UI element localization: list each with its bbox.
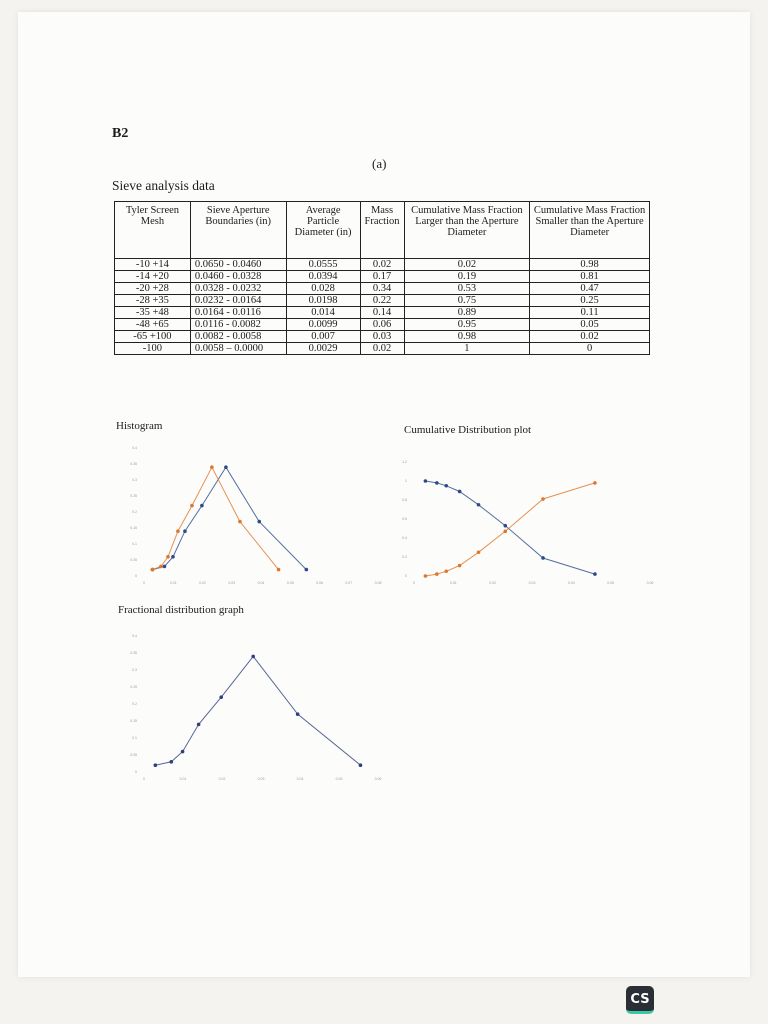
table-cell: 0 xyxy=(530,343,650,355)
x-tick-label: 0 xyxy=(143,777,145,781)
table-cell: 0.19 xyxy=(404,271,530,283)
table-cell: 0.02 xyxy=(530,331,650,343)
table-cell: 0.89 xyxy=(404,307,530,319)
table-cell: -14 +20 xyxy=(115,271,191,283)
x-tick-label: 0.03 xyxy=(528,581,536,585)
x-tick-label: 0.03 xyxy=(257,777,265,781)
data-point xyxy=(458,490,462,494)
table-row xyxy=(115,271,650,283)
table-cell: 0.11 xyxy=(530,307,650,319)
table-cell: 0.028 xyxy=(286,283,360,295)
table-row xyxy=(115,283,650,295)
table-title: Sieve analysis data xyxy=(112,178,215,193)
data-point xyxy=(458,564,462,568)
table-cell: 0.0650 - 0.0460 xyxy=(190,259,286,271)
x-tick-label: 0 xyxy=(413,581,415,585)
histogram-title: Histogram xyxy=(116,420,163,432)
table-cell: 0.02 xyxy=(360,259,404,271)
data-point xyxy=(593,481,597,485)
data-point xyxy=(477,550,481,554)
table-cell: 0.02 xyxy=(360,343,404,355)
y-tick-label: 0.05 xyxy=(130,753,137,758)
series-line-1 xyxy=(155,656,360,765)
fractional-plot-title: Fractional distribution graph xyxy=(118,604,244,616)
y-tick-label: 0.6 xyxy=(402,517,407,522)
cumulative-distribution-chart xyxy=(400,448,670,594)
table-cell: 0.25 xyxy=(530,295,650,307)
series-line-2 xyxy=(153,467,279,569)
table-cell: 0.75 xyxy=(404,295,530,307)
table-cell: -35 +48 xyxy=(115,307,191,319)
table-cell: 1 xyxy=(404,343,530,355)
table-cell: -28 +35 xyxy=(115,295,191,307)
table-cell: 0.0099 xyxy=(286,319,360,331)
header-tyler-mesh: Tyler Screen Mesh xyxy=(115,202,191,259)
y-tick-label: 1.2 xyxy=(402,460,407,465)
y-tick-label: 0.4 xyxy=(132,446,137,451)
y-tick-label: 0.35 xyxy=(130,462,137,467)
x-tick-label: 0.06 xyxy=(646,581,654,585)
y-tick-label: 0 xyxy=(405,574,407,579)
table-cell: 0.53 xyxy=(404,283,530,295)
table-cell: -10 +14 xyxy=(115,259,191,271)
data-point xyxy=(224,465,228,469)
y-tick-label: 0.25 xyxy=(130,494,137,499)
data-point xyxy=(238,520,242,524)
y-tick-label: 0.35 xyxy=(130,651,137,656)
sieve-analysis-table xyxy=(114,201,650,355)
y-tick-label: 0.2 xyxy=(402,555,407,560)
data-point xyxy=(170,760,174,764)
table-cell: 0.0328 - 0.0232 xyxy=(190,283,286,295)
data-point xyxy=(444,569,448,573)
header-aperture-boundaries: Sieve Aperture Boundaries (in) xyxy=(190,202,286,259)
data-point xyxy=(163,565,167,569)
table-cell: 0.17 xyxy=(360,271,404,283)
table-cell: 0.007 xyxy=(286,331,360,343)
x-tick-label: 0.06 xyxy=(316,581,323,585)
data-point xyxy=(251,655,255,659)
data-point xyxy=(210,465,214,469)
data-point xyxy=(305,568,309,572)
table-row xyxy=(115,319,650,331)
y-tick-label: 0.1 xyxy=(132,542,137,547)
table-cell: 0.0029 xyxy=(286,343,360,355)
data-point xyxy=(277,568,281,572)
header-cumulative-larger: Cumulative Mass Fraction Larger than the Aperture Diameter xyxy=(404,202,530,259)
data-point xyxy=(181,750,185,754)
x-tick-label: 0.07 xyxy=(345,581,353,585)
y-tick-label: 0.25 xyxy=(130,685,137,690)
table-row xyxy=(115,343,650,355)
x-tick-label: 0.06 xyxy=(374,777,382,781)
data-point xyxy=(435,481,439,485)
data-point xyxy=(183,529,187,533)
data-point xyxy=(159,565,163,569)
table-cell: 0.0555 xyxy=(286,259,360,271)
data-point xyxy=(257,520,261,524)
data-point xyxy=(296,712,300,716)
x-tick-label: 0.05 xyxy=(286,581,294,585)
data-point xyxy=(176,529,180,533)
header-mass-fraction: Mass Fraction xyxy=(360,202,404,259)
table-row xyxy=(115,295,650,307)
x-tick-label: 0.05 xyxy=(335,777,343,781)
table-header-row xyxy=(115,202,650,259)
x-tick-label: 0.02 xyxy=(218,777,226,781)
data-point xyxy=(171,555,175,559)
data-point xyxy=(435,572,439,576)
data-point xyxy=(359,763,363,767)
part-label: (a) xyxy=(372,156,387,171)
header-cumulative-smaller: Cumulative Mass Fraction Smaller than the Aperture Diameter xyxy=(530,202,650,259)
x-tick-label: 0.04 xyxy=(257,581,265,585)
y-tick-label: 0.1 xyxy=(132,736,137,741)
table-cell: 0.0460 - 0.0328 xyxy=(190,271,286,283)
data-point xyxy=(154,763,158,767)
table-row xyxy=(115,259,650,271)
table-row xyxy=(115,331,650,343)
table-cell: 0.0082 - 0.0058 xyxy=(190,331,286,343)
table-cell: 0.014 xyxy=(286,307,360,319)
data-point xyxy=(593,572,597,576)
x-tick-label: 0.04 xyxy=(567,581,575,585)
x-tick-label: 0 xyxy=(143,581,145,585)
data-point xyxy=(541,556,545,560)
y-tick-label: 0.15 xyxy=(130,526,137,531)
header-average-diameter: Average Particle Diameter (in) xyxy=(286,202,360,259)
x-tick-label: 0.01 xyxy=(449,581,457,585)
table-cell: 0.98 xyxy=(404,331,530,343)
y-tick-label: 0.4 xyxy=(402,536,407,541)
table-cell: 0.02 xyxy=(404,259,530,271)
x-tick-label: 0.03 xyxy=(228,581,236,585)
cumulative-plot-title: Cumulative Distribution plot xyxy=(404,424,532,436)
table-cell: 0.0164 - 0.0116 xyxy=(190,307,286,319)
y-tick-label: 0.2 xyxy=(132,510,137,515)
data-point xyxy=(190,504,194,508)
table-row xyxy=(115,307,650,319)
data-point xyxy=(503,524,507,528)
data-point xyxy=(166,555,170,559)
x-tick-label: 0.05 xyxy=(607,581,615,585)
fractional-distribution-chart xyxy=(116,628,386,796)
table-cell: 0.05 xyxy=(530,319,650,331)
y-tick-label: 0.4 xyxy=(132,634,137,639)
data-point xyxy=(424,479,428,483)
data-point xyxy=(503,530,507,534)
data-point xyxy=(219,695,223,699)
x-tick-label: 0.04 xyxy=(296,777,304,781)
table-cell: 0.14 xyxy=(360,307,404,319)
question-id: B2 xyxy=(112,126,129,141)
table-cell: 0.47 xyxy=(530,283,650,295)
data-point xyxy=(444,484,448,488)
camscanner-logo: CS xyxy=(626,986,654,1014)
table-cell: 0.34 xyxy=(360,283,404,295)
x-tick-label: 0.08 xyxy=(374,581,382,585)
x-tick-label: 0.01 xyxy=(169,581,177,585)
table-cell: 0.22 xyxy=(360,295,404,307)
table-cell: 0.0198 xyxy=(286,295,360,307)
y-tick-label: 1 xyxy=(405,479,407,484)
y-tick-label: 0 xyxy=(135,770,137,775)
table-cell: 0.0394 xyxy=(286,271,360,283)
x-tick-label: 0.02 xyxy=(489,581,497,585)
y-tick-label: 0.2 xyxy=(132,702,137,707)
data-point xyxy=(151,568,155,572)
table-cell: 0.06 xyxy=(360,319,404,331)
table-cell: 0.03 xyxy=(360,331,404,343)
y-tick-label: 0.15 xyxy=(130,719,137,724)
y-tick-label: 0 xyxy=(135,574,137,579)
table-cell: -20 +28 xyxy=(115,283,191,295)
x-tick-label: 0.02 xyxy=(199,581,206,585)
data-point xyxy=(541,497,545,501)
table-cell: -48 +65 xyxy=(115,319,191,331)
table-cell: -65 +100 xyxy=(115,331,191,343)
table-cell: 0.95 xyxy=(404,319,530,331)
table-cell: 0.81 xyxy=(530,271,650,283)
table-cell: 0.0058 – 0.0000 xyxy=(190,343,286,355)
data-point xyxy=(200,504,204,508)
table-cell: -100 xyxy=(115,343,191,355)
y-tick-label: 0.3 xyxy=(132,668,137,673)
table-cell: 0.0232 - 0.0164 xyxy=(190,295,286,307)
data-point xyxy=(424,574,428,578)
y-tick-label: 0.05 xyxy=(130,558,137,563)
series-line-1 xyxy=(153,467,307,569)
data-point xyxy=(197,723,201,727)
table-cell: 0.0116 - 0.0082 xyxy=(190,319,286,331)
data-point xyxy=(477,503,481,507)
y-tick-label: 0.3 xyxy=(132,478,137,483)
table-cell: 0.98 xyxy=(530,259,650,271)
y-tick-label: 0.8 xyxy=(402,498,407,503)
x-tick-label: 0.01 xyxy=(179,777,187,781)
histogram-chart xyxy=(116,440,386,595)
